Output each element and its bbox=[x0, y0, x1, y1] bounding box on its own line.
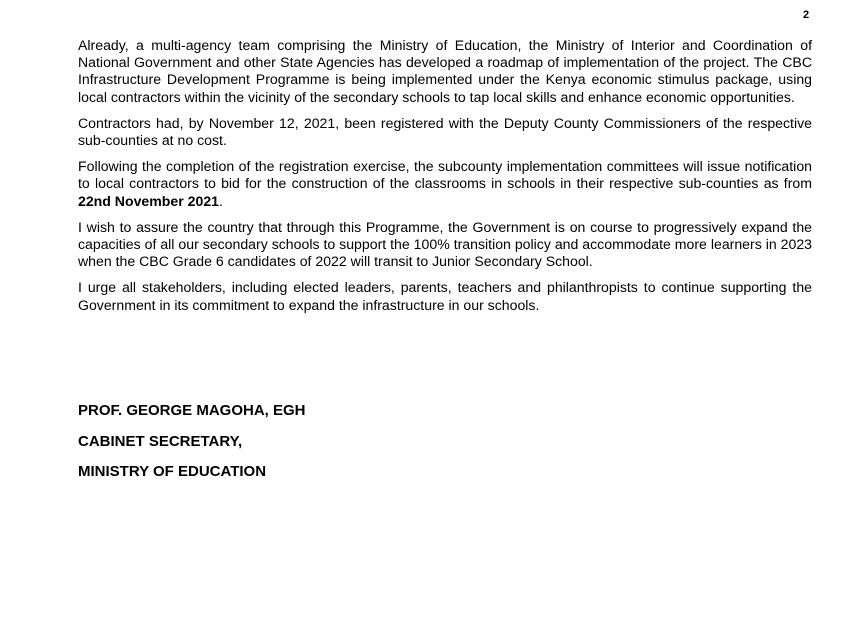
signature-block bbox=[78, 401, 478, 493]
paragraph-roadmap: Already, a multi-agency team comprising the Ministry of Education, the Ministry of Interior and Coordination of National Government and other State Agencies has developed a roadmap of implementation of the project. The CBC Infrastructure Development Programme is being implemented under the Kenya economic stimulus package, using local contractors within the vicinity of the secondary schools to tap local skills and enhance economic opportunities. bbox=[78, 37, 812, 105]
letter-body bbox=[78, 37, 812, 323]
page-number: 2 bbox=[803, 9, 810, 21]
paragraph-bid-notification-text: Following the completion of the registration exercise, the subcounty implementation committees will issue notification to local contractors to bid for the construction of the classrooms in schools in their respective sub-counties as from bbox=[78, 158, 812, 192]
signatory-title: CABINET SECRETARY, bbox=[78, 432, 243, 450]
paragraph-capacity-expansion: I wish to assure the country that through this Programme, the Government is on course to progressively expand the capacities of all our secondary schools to support the 100% transition policy and accommodate more learners in 2023 when the CBC Grade 6 candidates of 2022 will transit to Junior Secondary School. bbox=[78, 218, 812, 270]
paragraph-bid-notification-end: . bbox=[219, 192, 223, 209]
bid-start-date: 22nd November 2021 bbox=[78, 192, 220, 209]
paragraph-bid-notification bbox=[78, 158, 812, 210]
paragraph-stakeholder-appeal: I urge all stakeholders, including elected leaders, parents, teachers and philanthropists to continue supporting the Government in its commitment to expand the infrastructure in our schools. bbox=[78, 279, 812, 313]
signatory-name: PROF. GEORGE MAGOHA, EGH bbox=[78, 402, 306, 419]
paragraph-contractor-registration: Contractors had, by November 12, 2021, been registered with the Deputy County Commissioners of the respective sub-counties at no cost. bbox=[78, 114, 812, 149]
signatory-ministry: MINISTRY OF EDUCATION bbox=[78, 463, 267, 480]
